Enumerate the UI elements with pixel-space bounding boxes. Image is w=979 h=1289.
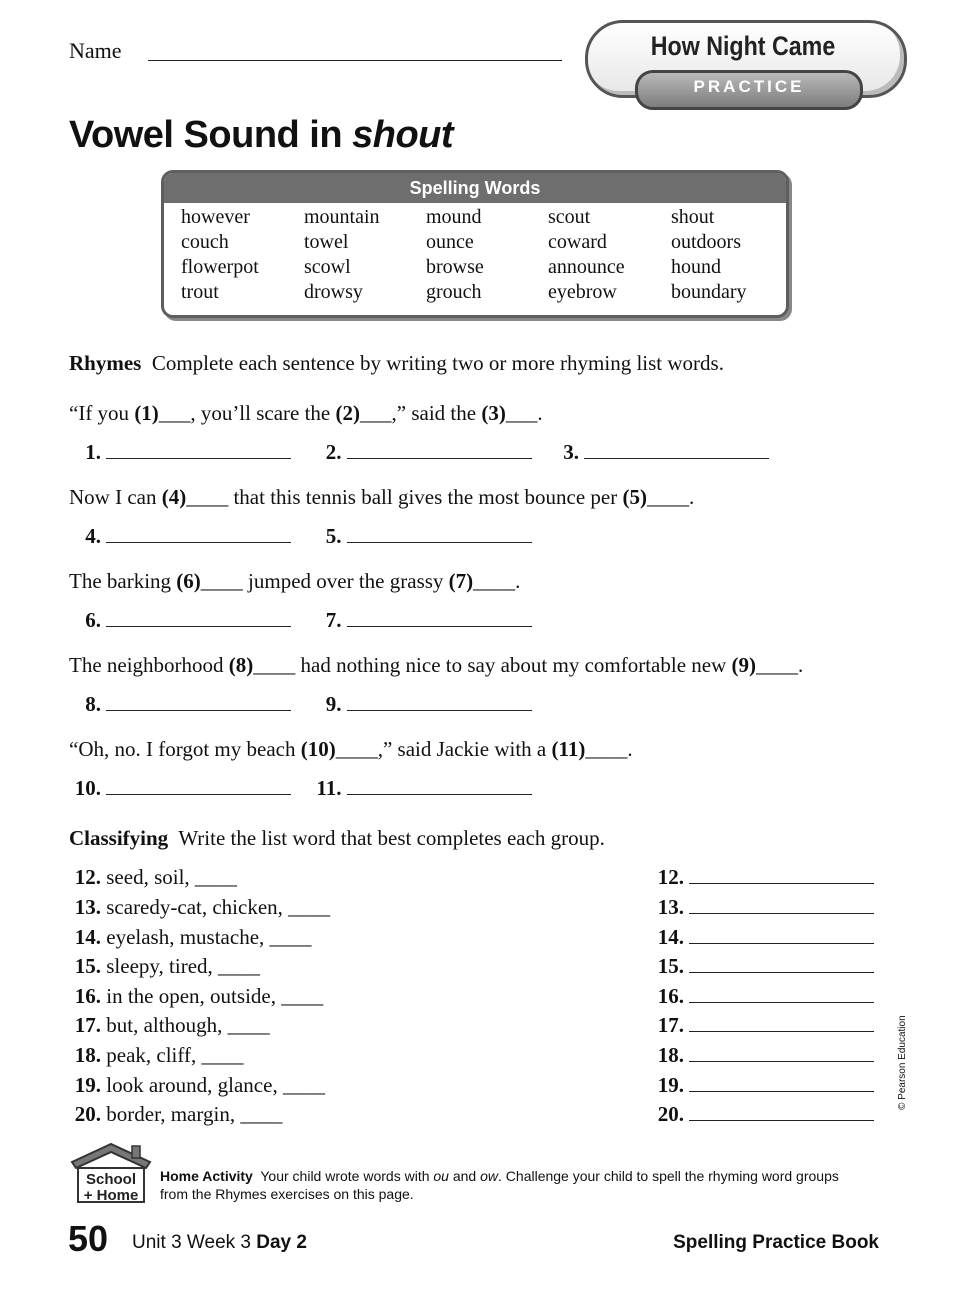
answer-row — [69, 440, 769, 465]
item-number: 17. — [74, 1013, 101, 1037]
spelling-word: couch — [181, 231, 229, 253]
blank-number: (9) — [731, 653, 757, 677]
sentence-text: ____ had nothing nice to say about my comfortable new — [253, 653, 732, 677]
sentence-text: ____ jumped over the grassy — [200, 569, 449, 593]
classifying-label: Classifying — [69, 826, 169, 850]
spelling-word: boundary — [671, 281, 747, 303]
classify-answer-row — [652, 1013, 874, 1038]
blank-number: (6) — [176, 569, 201, 593]
classify-item — [69, 984, 323, 1009]
home-activity-label: Home Activity — [160, 1168, 253, 1184]
answer-blank-17[interactable] — [689, 1030, 874, 1032]
rhymes-label: Rhymes — [69, 351, 142, 375]
spelling-words-heading: Spelling Words — [164, 173, 786, 203]
item-text: seed, soil, ____ — [106, 865, 237, 889]
home-activity-ow: ow — [480, 1168, 499, 1184]
answer-number: 14. — [657, 925, 684, 949]
spelling-word: flowerpot — [181, 256, 259, 278]
sentence-text: ____. — [585, 737, 633, 761]
sentence-text: The neighborhood — [69, 653, 229, 677]
answer-row — [69, 776, 532, 801]
blank-number: (5) — [622, 485, 647, 509]
rhyme-sentence-1 — [69, 401, 543, 426]
answer-blank-9[interactable] — [347, 709, 532, 711]
answer-number: 2. — [325, 440, 342, 464]
home-activity-body: Your child wrote words with — [260, 1168, 434, 1184]
answer-blank-19[interactable] — [689, 1090, 874, 1092]
answer-blank-14[interactable] — [689, 942, 874, 944]
logo-line-2: + Home — [83, 1187, 139, 1204]
answer-number: 8. — [85, 692, 101, 716]
answer-blank-18[interactable] — [689, 1060, 874, 1062]
answer-blank-8[interactable] — [106, 709, 291, 711]
answer-number: 11. — [316, 776, 342, 800]
answer-blank-12[interactable] — [689, 882, 874, 884]
classify-item — [69, 1013, 270, 1038]
classify-answer-row — [652, 984, 874, 1009]
classify-answer-row — [652, 1043, 874, 1068]
school-home-logo — [68, 1140, 154, 1210]
rhyme-sentence-5 — [69, 737, 633, 762]
item-number: 13. — [74, 895, 101, 919]
spelling-word: scout — [548, 206, 591, 228]
item-number: 15. — [74, 954, 101, 978]
rhyme-sentence-2 — [69, 485, 694, 510]
spelling-word: shout — [671, 206, 715, 228]
blank-number: (10) — [300, 737, 336, 761]
answer-blank-5[interactable] — [347, 541, 532, 543]
page-number: 50 — [68, 1218, 109, 1259]
classify-item — [69, 1073, 325, 1098]
lesson-title: How Night Came — [650, 31, 836, 61]
sentence-text: ____. — [646, 485, 695, 509]
classify-answer-row — [652, 1073, 874, 1098]
spelling-word: mountain — [304, 206, 380, 228]
blank-number: (2) — [335, 401, 361, 425]
logo-line-1: School — [85, 1171, 137, 1188]
spelling-word: drowsy — [304, 281, 363, 303]
spelling-word: hound — [671, 256, 721, 278]
classifying-instruction-text: Write the list word that best completes each group. — [178, 826, 605, 850]
answer-row — [69, 524, 532, 549]
answer-blank-1[interactable] — [106, 457, 291, 459]
answer-blank-13[interactable] — [689, 912, 874, 914]
answer-row — [69, 692, 532, 717]
sentence-text: ____. — [756, 653, 804, 677]
classifying-instruction — [69, 826, 605, 851]
spelling-word: eyebrow — [548, 281, 617, 303]
copyright-notice: © Pearson Education — [897, 1015, 908, 1110]
unit-week: Unit 3 Week 3 — [132, 1232, 257, 1253]
classify-answer-row — [652, 1102, 874, 1127]
item-number: 12. — [74, 865, 101, 889]
answer-blank-20[interactable] — [689, 1119, 874, 1121]
blank-number: (7) — [448, 569, 474, 593]
answer-number: 19. — [657, 1073, 684, 1097]
item-text: in the open, outside, ____ — [106, 984, 324, 1008]
home-activity-text — [160, 1167, 860, 1203]
spelling-word: grouch — [426, 281, 482, 303]
name-input-line[interactable] — [148, 60, 562, 61]
blank-number: (3) — [481, 401, 506, 425]
item-number: 19. — [74, 1073, 101, 1097]
blank-number: (8) — [228, 653, 254, 677]
spelling-word: outdoors — [671, 231, 741, 253]
sentence-text: Now I can — [69, 485, 162, 509]
item-number: 20. — [74, 1102, 101, 1126]
blank-number: (11) — [551, 737, 586, 761]
spelling-word: trout — [181, 281, 219, 303]
spelling-word: however — [181, 206, 250, 228]
answer-row — [69, 608, 532, 633]
spelling-word: ounce — [426, 231, 474, 253]
spelling-word: browse — [426, 256, 484, 278]
classify-item — [69, 954, 260, 979]
book-title: Spelling Practice Book — [673, 1232, 879, 1253]
blank-number: (4) — [161, 485, 187, 509]
answer-number: 5. — [325, 524, 342, 548]
unit-week-day — [132, 1232, 307, 1254]
classify-answer-row — [652, 954, 874, 979]
answer-blank-11[interactable] — [347, 793, 532, 795]
answer-blank-15[interactable] — [689, 971, 874, 973]
classify-answer-row — [652, 925, 874, 950]
answer-number: 20. — [657, 1102, 684, 1126]
classify-item — [69, 1043, 244, 1068]
item-number: 18. — [74, 1043, 101, 1067]
item-text: eyelash, mustache, ____ — [106, 925, 312, 949]
classify-answer-row — [652, 865, 874, 890]
spelling-word: coward — [548, 231, 607, 253]
answer-number: 15. — [657, 954, 684, 978]
answer-blank-2[interactable] — [347, 457, 532, 459]
practice-label: PRACTICE — [693, 77, 805, 96]
sentence-text: ____,” said Jackie with a — [335, 737, 552, 761]
answer-blank-16[interactable] — [689, 1001, 874, 1003]
spelling-word: towel — [304, 231, 349, 253]
sentence-text: ___. — [505, 401, 543, 425]
spelling-words-box — [161, 170, 789, 318]
spelling-word: scowl — [304, 256, 351, 278]
sentence-text: “If you — [69, 401, 135, 425]
answer-number: 6. — [85, 608, 101, 632]
item-text: border, margin, ____ — [106, 1102, 283, 1126]
sentence-text: “Oh, no. I forgot my beach — [69, 737, 301, 761]
answer-number: 13. — [657, 895, 684, 919]
answer-number: 9. — [325, 692, 342, 716]
day-label: Day 2 — [256, 1232, 307, 1253]
item-text: scaredy-cat, chicken, ____ — [106, 895, 331, 919]
classify-item — [69, 925, 312, 950]
answer-number: 16. — [657, 984, 684, 1008]
blank-number: (1) — [134, 401, 159, 425]
name-label: Name — [69, 38, 122, 63]
item-text: look around, glance, ____ — [106, 1073, 325, 1097]
page-title — [69, 114, 453, 157]
answer-blank-10[interactable] — [106, 793, 291, 795]
item-text: peak, cliff, ____ — [106, 1043, 244, 1067]
answer-number: 7. — [325, 608, 342, 632]
classify-item — [69, 895, 330, 920]
spelling-word: announce — [548, 256, 625, 278]
sentence-text: ___,” said the — [360, 401, 482, 425]
answer-number: 3. — [563, 440, 579, 464]
answer-number: 18. — [657, 1043, 684, 1067]
home-activity-body: and — [448, 1168, 481, 1184]
title-text: Vowel Sound in — [69, 114, 353, 156]
rhymes-instruction-text: Complete each sentence by writing two or more rhyming list words. — [151, 351, 724, 375]
sentence-text: ____ that this tennis ball gives the most bounce per — [186, 485, 623, 509]
answer-number: 4. — [85, 524, 101, 548]
item-text: but, although, ____ — [106, 1013, 270, 1037]
sentence-text: The barking — [69, 569, 177, 593]
home-activity-ou: ou — [433, 1168, 449, 1184]
sentence-text: ___, you’ll scare the — [158, 401, 336, 425]
rhymes-instruction — [69, 351, 724, 376]
classify-item — [69, 1102, 282, 1127]
answer-blank-6[interactable] — [106, 625, 291, 627]
answer-blank-3[interactable] — [584, 457, 769, 459]
rhyme-sentence-4 — [69, 653, 803, 678]
spelling-word: mound — [426, 206, 482, 228]
item-number: 14. — [74, 925, 101, 949]
rhyme-sentence-3 — [69, 569, 520, 594]
answer-number: 10. — [74, 776, 101, 800]
answer-blank-4[interactable] — [106, 541, 291, 543]
classify-item — [69, 865, 237, 890]
title-italic-word: shout — [352, 114, 454, 156]
sentence-text: ____. — [473, 569, 521, 593]
answer-blank-7[interactable] — [347, 625, 532, 627]
answer-number: 17. — [657, 1013, 684, 1037]
answer-number: 12. — [657, 865, 684, 889]
answer-number: 1. — [85, 440, 101, 464]
home-activity-body: . Challenge your child to spell the rhyming word groups from the Rhymes exercises on this page. — [160, 1168, 839, 1202]
classify-answer-row — [652, 895, 874, 920]
item-number: 16. — [74, 984, 101, 1008]
item-text: sleepy, tired, ____ — [106, 954, 261, 978]
